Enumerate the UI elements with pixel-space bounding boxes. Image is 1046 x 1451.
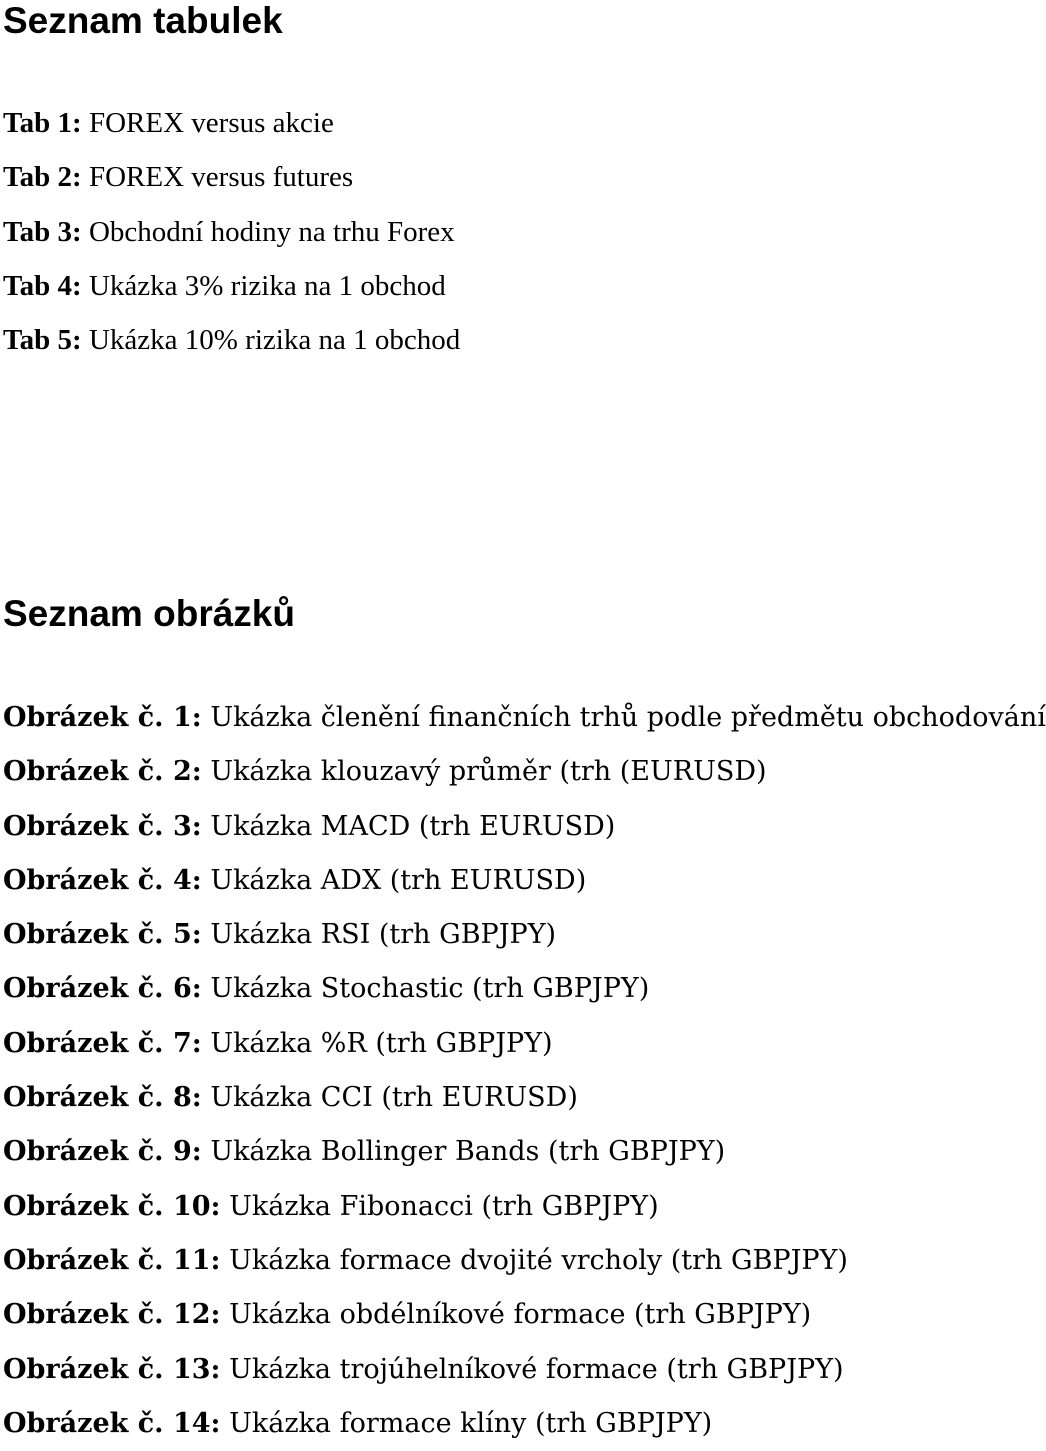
figure-entry-number: Obrázek č. 11:	[3, 1244, 221, 1276]
figure-entry	[3, 1397, 1046, 1451]
figure-entry	[3, 745, 1046, 799]
figure-entry	[3, 1180, 1046, 1234]
table-entry	[3, 96, 460, 150]
list-of-figures-heading: Seznam obrázků	[3, 593, 295, 634]
figure-entry-title: Ukázka formace dvojité vrcholy (trh GBPJPY)	[220, 1244, 848, 1276]
figure-entry-title: Ukázka MACD (trh EURUSD)	[201, 810, 616, 842]
figure-entry-title: Ukázka Fibonacci (trh GBPJPY)	[220, 1190, 659, 1222]
table-entry	[3, 205, 460, 259]
figure-entry-title: Ukázka CCI (trh EURUSD)	[201, 1082, 578, 1114]
figure-entry	[3, 1125, 1046, 1179]
table-entry-title: FOREX versus futures	[81, 161, 354, 194]
figure-entry	[3, 962, 1046, 1016]
list-of-figures	[3, 691, 1046, 1451]
table-entry-number: Tab 2:	[3, 161, 82, 194]
table-entry	[3, 259, 460, 313]
table-entry-title: FOREX versus akcie	[81, 107, 334, 139]
figure-entry-title: Ukázka Stochastic (trh GBPJPY)	[201, 973, 650, 1005]
figure-entry	[3, 1071, 1046, 1125]
figure-entry-title: Ukázka členění finančních trhů podle předmětu obchodování	[201, 702, 1046, 733]
figure-entry-title: Ukázka formace klíny (trh GBPJPY)	[220, 1407, 713, 1439]
figure-entry	[3, 908, 1046, 962]
figure-entry-number: Obrázek č. 1:	[3, 702, 202, 733]
figure-entry	[3, 1234, 1046, 1288]
table-entry-number: Tab 4:	[3, 269, 82, 302]
figure-entry-title: Ukázka klouzavý průměr (trh (EURUSD)	[201, 756, 767, 788]
table-entry-number: Tab 5:	[3, 324, 82, 357]
figure-entry	[3, 800, 1046, 854]
table-entry	[3, 313, 460, 367]
table-entry-title: Ukázka 10% rizika na 1 obchod	[81, 324, 461, 357]
figure-entry-number: Obrázek č. 3:	[3, 810, 202, 842]
figure-entry-number: Obrázek č. 5:	[3, 919, 202, 951]
figure-entry-number: Obrázek č. 4:	[3, 864, 202, 896]
figure-entry-number: Obrázek č. 10:	[3, 1190, 221, 1222]
figure-entry	[3, 1288, 1046, 1342]
figure-entry	[3, 691, 1046, 745]
figure-entry-number: Obrázek č. 7:	[3, 1027, 202, 1059]
table-entry	[3, 150, 460, 204]
figure-entry-title: Ukázka obdélníkové formace (trh GBPJPY)	[220, 1299, 812, 1331]
figure-entry	[3, 854, 1046, 908]
figure-entry-number: Obrázek č. 12:	[3, 1299, 221, 1331]
figure-entry-number: Obrázek č. 14:	[3, 1407, 221, 1439]
figure-entry-number: Obrázek č. 13:	[3, 1353, 221, 1385]
figure-entry	[3, 1017, 1046, 1071]
figure-entry-title: Ukázka RSI (trh GBPJPY)	[201, 919, 557, 951]
list-of-tables	[3, 96, 460, 367]
figure-entry-number: Obrázek č. 2:	[3, 756, 202, 788]
figure-entry-title: Ukázka ADX (trh EURUSD)	[201, 864, 587, 896]
figure-entry-number: Obrázek č. 8:	[3, 1082, 202, 1114]
figure-entry-title: Ukázka %R (trh GBPJPY)	[201, 1027, 553, 1059]
table-entry-title: Obchodní hodiny na trhu Forex	[81, 215, 455, 248]
figure-entry-number: Obrázek č. 9:	[3, 1136, 202, 1168]
figure-entry	[3, 1343, 1046, 1397]
list-of-tables-heading: Seznam tabulek	[3, 0, 283, 41]
table-entry-number: Tab 3:	[3, 215, 82, 248]
table-entry-number: Tab 1:	[3, 107, 82, 139]
table-entry-title: Ukázka 3% rizika na 1 obchod	[81, 269, 446, 302]
figure-entry-title: Ukázka trojúhelníkové formace (trh GBPJPY)	[220, 1353, 844, 1385]
figure-entry-title: Ukázka Bollinger Bands (trh GBPJPY)	[201, 1136, 726, 1168]
figure-entry-number: Obrázek č. 6:	[3, 973, 202, 1005]
